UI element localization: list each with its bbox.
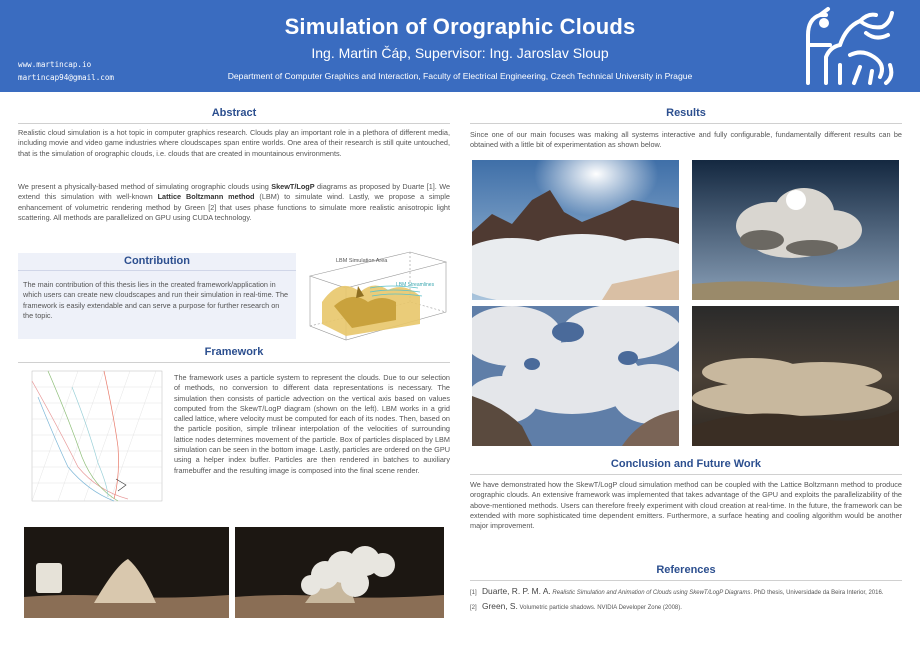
poster-header bbox=[0, 0, 920, 92]
abstract-p2-text-c: diagrams as proposed by Duarte [1]. We extend this simulation with well-known bbox=[18, 182, 451, 202]
reference-item bbox=[470, 585, 902, 600]
poster-title: Simulation of Orographic Clouds bbox=[284, 14, 636, 39]
reference-number: [1] bbox=[470, 590, 477, 596]
reference-details: . PhD thesis, Universidade da Beira Interior, 2016. bbox=[750, 590, 884, 596]
result-image-cloud-cover bbox=[472, 306, 679, 446]
poster-authors: Ing. Martin Čáp, Supervisor: Ing. Jaroslav Sloup bbox=[311, 45, 609, 61]
results-text: Since one of our main focuses was making all systems interactive and fully configurable, fundamentally different results can be obtained with a little bit of experimentation as shown below. bbox=[470, 130, 902, 150]
abstract-divider bbox=[18, 123, 450, 124]
result-image-sunset-valley bbox=[692, 306, 899, 446]
particle-box-image bbox=[24, 527, 229, 618]
framework-divider bbox=[18, 362, 450, 363]
references-list bbox=[470, 585, 902, 615]
conclusion-divider bbox=[470, 474, 902, 475]
references-heading: References bbox=[656, 564, 716, 576]
website-link[interactable]: www.martincap.io bbox=[18, 60, 92, 69]
references-divider bbox=[470, 580, 902, 581]
skewt-logp-diagram bbox=[18, 367, 168, 513]
reference-details: . NVIDIA Developer Zone (2008). bbox=[593, 605, 682, 611]
lbm-streamlines-label: LBM Streamlines bbox=[396, 282, 435, 288]
poster-affiliation: Department of Computer Graphics and Interaction, Faculty of Electrical Engineering, Czech Technical University in Prague bbox=[227, 71, 693, 81]
result-image-cumulus-backlit bbox=[692, 160, 899, 300]
lbm-area-label: LBM Simulation Area bbox=[336, 258, 388, 264]
conclusion-heading: Conclusion and Future Work bbox=[610, 458, 762, 470]
results-divider bbox=[470, 123, 902, 124]
contribution-heading: Contribution bbox=[18, 255, 296, 271]
ctu-lion-logo-icon bbox=[800, 5, 898, 87]
abstract-p2-text-a: We present a physically-based method of simulating orographic clouds using bbox=[18, 182, 272, 191]
framework-text: The framework uses a particle system to represent the clouds. Due to our selection of methods, no conversion to different data representations is necessary. The simulation then consists of particle advection on the vertical axis based on values computed from the SkewT/LogP diagram (shown on the left). LBM works in a grid called lattice, where velocity must be computed for each of its nodes. Then, based on the particle position, simple trilinear interpolation of the velocities of surrounding lattice nodes determines movement of the particle. Box of particles displaced by LBM simulation can be seen in the bottom image. Lastly, particles are ordered on the GPU using a helper index buffer. Particles are then rendered in batches to auxiliary framebuffer and the resulting image is composed into the final scene render. bbox=[174, 373, 450, 475]
abstract-paragraph-2 bbox=[18, 182, 450, 223]
reference-title: Realistic Simulation and Animation of Clouds using SkewT/LogP Diagrams bbox=[550, 590, 751, 596]
result-image-mountains-sunny bbox=[472, 160, 679, 300]
abstract-p2-text-e: (LBM) to simulate wind. Lastly, we propose a simple enhancement of volumetric rendering method by Green [2] that uses phase functions to simulate more realistic anisotropic light scattering. All methods are parallelized on GPU using CUDA technology. bbox=[18, 192, 450, 222]
contribution-box bbox=[18, 253, 296, 339]
email-link[interactable]: martincap94@gmail.com bbox=[18, 73, 115, 82]
reference-author: Green, S. bbox=[482, 601, 518, 611]
framework-heading: Framework bbox=[204, 346, 264, 358]
abstract-heading: Abstract bbox=[211, 107, 257, 119]
contribution-text: The main contribution of this thesis lies in the created framework/application in which users can create new cloudscapes and run their simulation in real-time. The framework is easily extendable and can serve a purpose for further research on the topic. bbox=[23, 280, 289, 320]
abstract-p2-skewt: SkewT/LogP bbox=[271, 182, 315, 191]
reference-author: Duarte, R. P. M. A. bbox=[482, 586, 551, 596]
abstract-p2-lbm: Lattice Boltzmann method bbox=[157, 192, 255, 202]
reference-item bbox=[470, 600, 902, 615]
lbm-simulation-area-figure bbox=[300, 246, 450, 342]
particle-displaced-image bbox=[235, 527, 444, 618]
results-heading: Results bbox=[666, 107, 706, 119]
contact-block bbox=[18, 58, 114, 84]
reference-number: [2] bbox=[470, 605, 477, 611]
reference-title: Volumetric particle shadows bbox=[517, 605, 594, 611]
conclusion-text: We have demonstrated how the SkewT/LogP cloud simulation method can be coupled with the Lattice Boltzmann method to produce orographic clouds. An extensive framework was implemented that takes advantage of the GPU and exploits the parallelizability of the above-mentioned methods. Users can therefore freely experiment with cloud creation at real-time. In the future, the framework can be extended with more sophisticated time dependent emitters. Furthermore, a surface heating and cooling algorithm would be another major improvement. bbox=[470, 480, 902, 531]
abstract-paragraph-1: Realistic cloud simulation is a hot topic in computer graphics research. Clouds play an important role in a plethora of different media, including movie and video game industries where cloudscapes span entire worlds. One area of their research is still quite untouched, that is the simulation of orographic clouds, i.e. clouds that are created in mountainous environments. bbox=[18, 128, 450, 158]
